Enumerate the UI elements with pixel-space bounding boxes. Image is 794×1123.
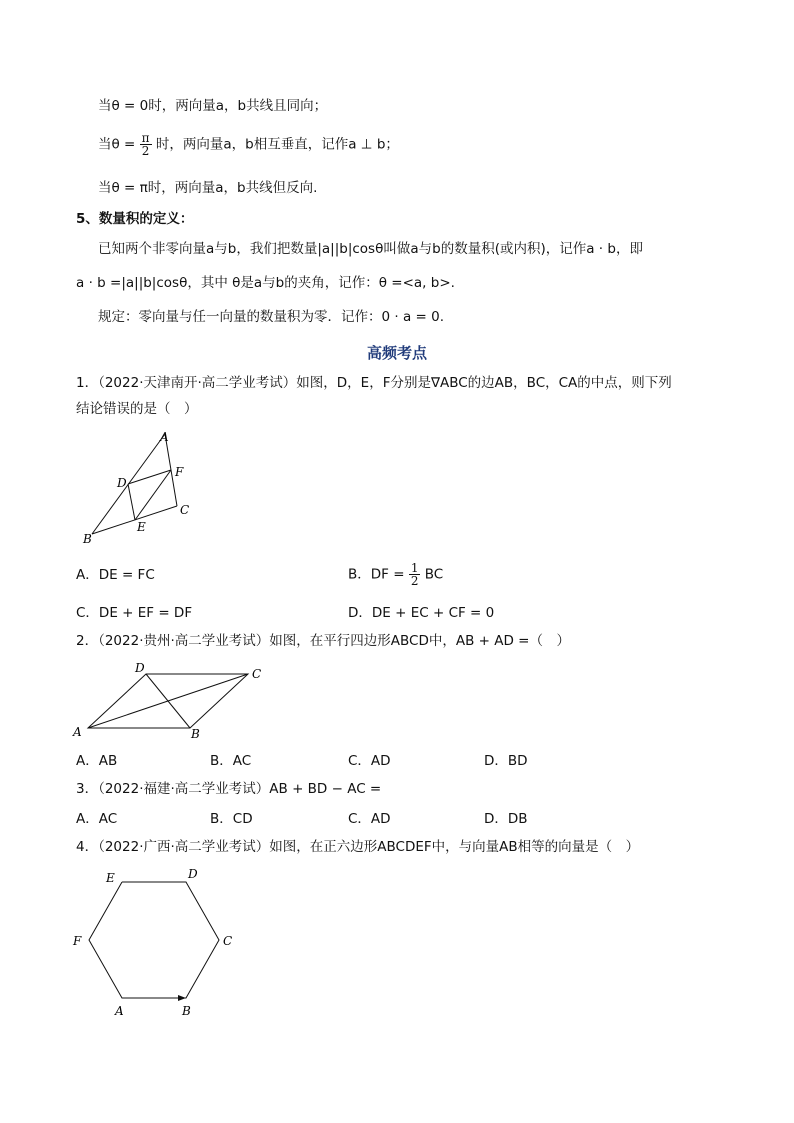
- q1-option-b-pre: B．DF =: [348, 566, 405, 583]
- pi-over-2-fraction: [140, 132, 152, 157]
- q1-option-c[interactable]: C．DE + EF = DF: [76, 605, 193, 621]
- q2-option-b[interactable]: B．AC: [210, 753, 252, 769]
- q3-option-d[interactable]: D．DB: [484, 811, 528, 827]
- q4-label-b: B: [182, 1004, 191, 1018]
- q1-segment-df: [128, 470, 171, 484]
- one-half-fraction: [409, 562, 421, 587]
- q1-label-b: B: [83, 532, 92, 546]
- q4-label-e: E: [106, 871, 115, 885]
- q1-segment-de: [128, 484, 135, 520]
- q4-hexagon-outline: [89, 882, 219, 998]
- q1-text-line-2: 结论错误的是（ ）: [76, 401, 198, 417]
- q2-diagonal-bd: [146, 674, 190, 728]
- q1-option-b-post: BC: [424, 566, 444, 583]
- q1-triangle-figure: [80, 426, 210, 548]
- theory-line-3: 当θ = π时，两向量a，b共线但反向.: [98, 180, 318, 196]
- q3-option-b[interactable]: B．CD: [210, 811, 253, 827]
- q1-option-b[interactable]: [348, 562, 443, 587]
- q2-label-b: B: [191, 727, 200, 741]
- q3-text: 3．（2022·福建·高二学业考试）AB + BD − AC =: [76, 781, 382, 797]
- q2-label-a: A: [73, 725, 82, 739]
- q4-hexagon-figure: [66, 864, 246, 1024]
- fraction-denominator: 2: [141, 144, 150, 158]
- q2-label-c: C: [252, 667, 262, 681]
- fraction-numerator: π: [141, 131, 150, 145]
- q1-label-d: D: [117, 476, 127, 490]
- q2-option-d[interactable]: D．BD: [484, 753, 528, 769]
- theory-line-2-pre: 当θ =: [98, 136, 136, 153]
- q2-option-a[interactable]: A．AB: [76, 753, 118, 769]
- q2-label-d: D: [135, 661, 145, 675]
- definition-paragraph-1: 已知两个非零向量a与b，我们把数量|a||b|cosθ叫做a与b的数量积(或内积)，记作a · b，即: [98, 241, 643, 257]
- q3-option-c[interactable]: C．AD: [348, 811, 391, 827]
- q2-text: 2．（2022·贵州·高二学业考试）如图，在平行四边形ABCD中，AB + AD =（ ）: [76, 633, 570, 649]
- definition-paragraph-2: a · b =|a||b|cosθ，其中 θ是a与b的夹角，记作：θ =<a, b>.: [76, 275, 455, 291]
- theory-line-1: 当θ = 0时，两向量a，b共线且同向；: [98, 98, 328, 114]
- q4-label-f: F: [73, 934, 82, 948]
- q1-option-a[interactable]: A．DE = FC: [76, 567, 155, 583]
- fraction-numerator: 1: [410, 561, 419, 575]
- definition-paragraph-3: 规定：零向量与任一向量的数量积为零．记作：0 · a = 0.: [98, 309, 445, 325]
- theory-line-2-post: 时，两向量a，b相互垂直，记作a ⊥ b；: [155, 136, 399, 153]
- section-title: 高频考点: [366, 344, 427, 362]
- q1-label-f: F: [175, 465, 184, 479]
- q2-option-c[interactable]: C．AD: [348, 753, 391, 769]
- q1-label-c: C: [180, 503, 190, 517]
- q2-parallelogram-figure: [70, 658, 270, 742]
- q4-text: 4．（2022·广西·高二学业考试）如图，在正六边形ABCDEF中，与向量AB相等的向量是（ ）: [76, 839, 640, 855]
- fraction-denominator: 2: [410, 574, 419, 588]
- q1-option-d[interactable]: D．DE + EC + CF = 0: [348, 605, 495, 621]
- q1-text-line-1: 1．（2022·天津南开·高二学业考试）如图，D，E，F分别是∇ABC的边AB，BC，CA的中点，则下列: [76, 375, 672, 391]
- q3-option-a[interactable]: A．AC: [76, 811, 118, 827]
- q1-label-a: A: [160, 430, 169, 444]
- q1-label-e: E: [137, 520, 146, 534]
- q1-segment-ef: [135, 470, 171, 520]
- q4-label-d: D: [188, 867, 198, 881]
- theory-line-2: [98, 132, 399, 157]
- heading-dot-product-definition: 5、数量积的定义：: [76, 211, 194, 227]
- q4-label-c: C: [223, 934, 233, 948]
- q4-label-a: A: [115, 1004, 124, 1018]
